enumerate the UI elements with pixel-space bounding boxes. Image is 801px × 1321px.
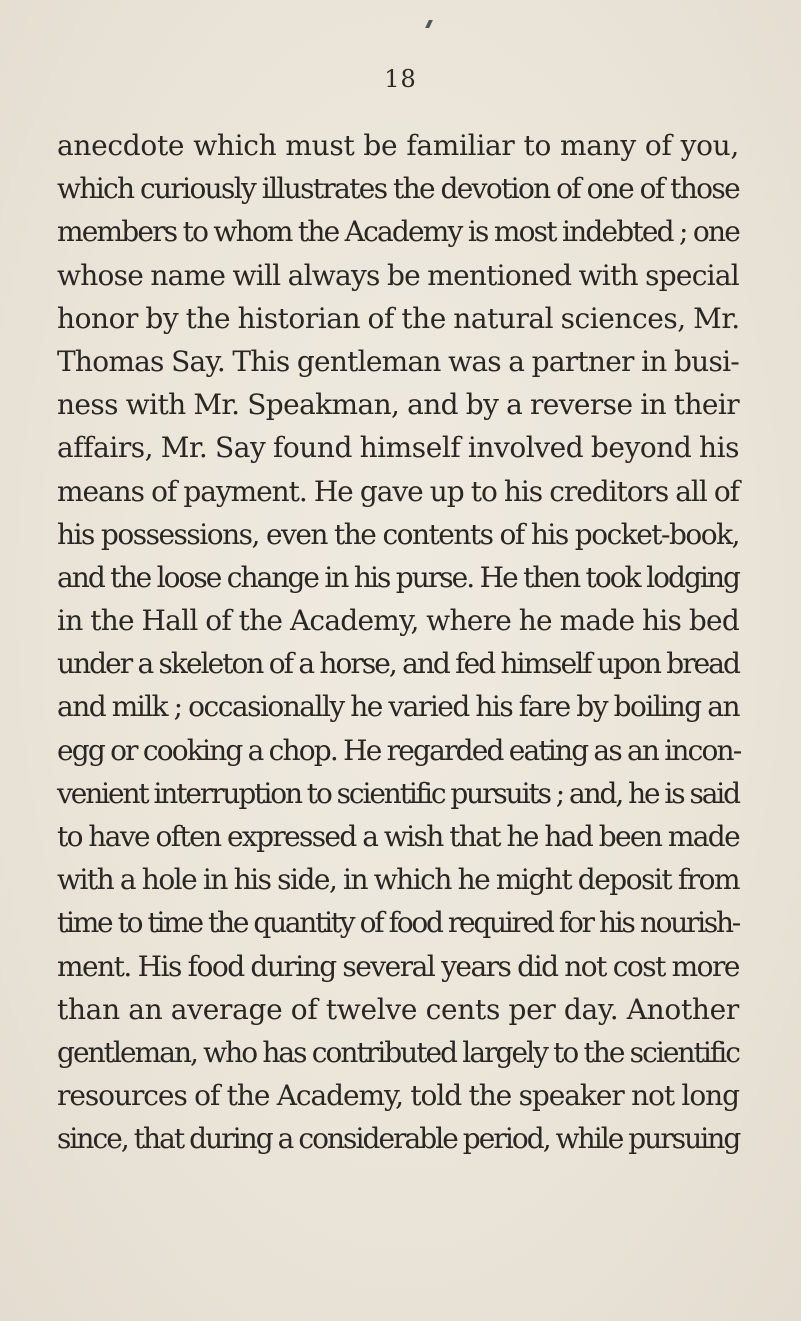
text-line: than an average of twelve cents per day. Another (57, 992, 739, 1026)
text-line: anecdote which must be familiar to many of you, (57, 129, 739, 162)
text-line: egg or cooking a chop. He regarded eating as an incon- (57, 733, 741, 767)
text-line: honor by the historian of the natural sciences, Mr. (57, 301, 740, 335)
text-line: gentleman, who has contributed largely to the scientific (57, 1035, 739, 1069)
text-line: venient interruption to scientific pursuits ; and, he is said (57, 776, 739, 810)
body-text (57, 124, 739, 1161)
printer-mark (425, 20, 433, 28)
text-line: to have often expressed a wish that he had been made (57, 820, 739, 853)
text-line: in the Hall of the Academy, where he made his bed (57, 604, 739, 638)
text-line: members to whom the Academy is most indebted ; one (57, 215, 739, 249)
text-line: means of payment. He gave up to his creditors all of (57, 474, 739, 508)
text-line: and milk ; occasionally he varied his fare by boiling an (57, 690, 739, 724)
text-line: resources of the Academy, told the speaker not long (57, 1079, 739, 1113)
page-number: 18 (384, 65, 417, 93)
text-line: whose name will always be mentioned with special (57, 258, 739, 292)
text-line: with a hole in his side, in which he might deposit from (57, 863, 739, 897)
text-line: Thomas Say. This gentleman was a partner in busi- (57, 344, 739, 378)
text-line: affairs, Mr. Say found himself involved beyond his (57, 431, 739, 465)
text-line: under a skeleton of a horse, and fed himself upon bread (57, 647, 739, 681)
text-line: and the loose change in his purse. He then took lodging (57, 560, 739, 594)
text-line: ness with Mr. Speakman, and by a reverse in their (57, 388, 739, 422)
text-line: which curiously illustrates the devotion of one of those (57, 172, 739, 206)
text-line: time to time the quantity of food required for his nourish- (57, 906, 739, 940)
text-line: ment. His food during several years did not cost more (57, 949, 739, 983)
text-line: his possessions, even the contents of his pocket-book, (57, 517, 739, 551)
text-line: since, that during a considerable period, while pursuing (57, 1122, 740, 1156)
